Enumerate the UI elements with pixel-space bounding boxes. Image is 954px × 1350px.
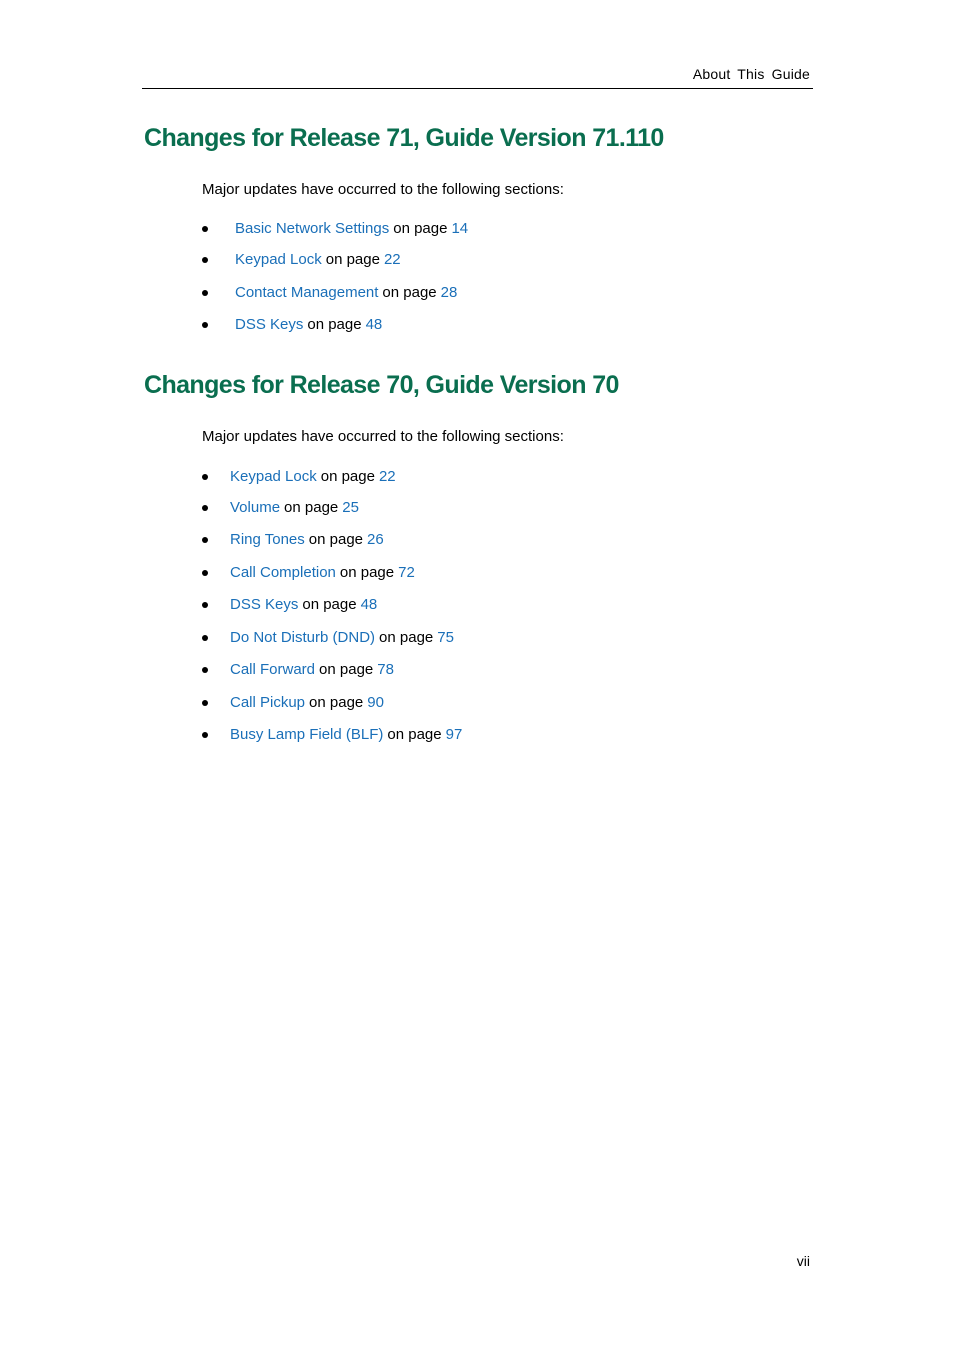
link-basic-network-settings[interactable]: Basic Network Settings	[235, 220, 390, 237]
bullet-icon	[202, 226, 208, 232]
on-page-text: on page	[319, 661, 374, 678]
header-divider	[142, 88, 813, 89]
list-item	[202, 529, 462, 550]
page-link[interactable]: 14	[451, 220, 469, 237]
page-link[interactable]: 90	[367, 694, 384, 711]
on-page-text: on page	[393, 220, 448, 237]
list-item	[202, 562, 462, 583]
link-call-forward[interactable]: Call Forward	[230, 661, 316, 678]
link-keypad-lock[interactable]: Keypad Lock	[230, 468, 317, 485]
link-contact-management[interactable]: Contact Management	[235, 284, 379, 301]
bullet-icon	[202, 257, 208, 263]
bullet-icon	[202, 290, 208, 296]
on-page-text: on page	[307, 316, 362, 333]
list-item	[202, 497, 462, 518]
list-item	[202, 314, 468, 335]
bullet-icon	[202, 667, 208, 673]
bullet-icon	[202, 732, 208, 738]
on-page-text: on page	[339, 564, 395, 581]
on-page-text: on page	[325, 251, 380, 268]
page-link[interactable]: 48	[360, 596, 378, 613]
section-intro: Major updates have occurred to the following sections:	[202, 428, 564, 445]
section-intro: Major updates have occurred to the following sections:	[202, 181, 564, 198]
bullet-icon	[202, 474, 208, 480]
link-dss-keys[interactable]: DSS Keys	[235, 316, 304, 333]
page-link[interactable]: 22	[378, 468, 396, 485]
link-keypad-lock[interactable]: Keypad Lock	[235, 251, 322, 268]
on-page-text: on page	[302, 596, 357, 613]
section-title: Changes for Release 70, Guide Version 70	[144, 371, 619, 399]
link-ring-tones[interactable]: Ring Tones	[230, 531, 305, 548]
page-link[interactable]: 78	[377, 661, 394, 678]
on-page-text: on page	[387, 726, 442, 743]
bullet-icon	[202, 700, 208, 706]
page-link[interactable]: 75	[437, 629, 454, 646]
page-link[interactable]: 97	[445, 726, 463, 743]
bullet-icon	[202, 602, 208, 608]
link-busy-lamp-field[interactable]: Busy Lamp Field (BLF)	[230, 726, 384, 743]
bullet-icon	[202, 570, 208, 576]
page-link[interactable]: 72	[398, 564, 415, 581]
on-page-text: on page	[379, 629, 434, 646]
list-item	[202, 282, 468, 303]
link-do-not-disturb[interactable]: Do Not Disturb (DND)	[230, 629, 376, 646]
page-link[interactable]: 25	[342, 499, 359, 516]
on-page-text: on page	[382, 284, 437, 301]
link-volume[interactable]: Volume	[230, 499, 281, 516]
bullet-icon	[202, 322, 208, 328]
list-item	[202, 627, 462, 648]
list-item	[202, 659, 462, 680]
bullet-icon	[202, 537, 208, 543]
list-item	[202, 724, 462, 745]
link-call-pickup[interactable]: Call Pickup	[230, 694, 306, 711]
section-title: Changes for Release 71, Guide Version 71.110	[144, 124, 664, 152]
running-header: About This Guide	[692, 66, 810, 82]
list-item	[202, 218, 468, 239]
list-item	[202, 466, 462, 487]
page-link[interactable]: 26	[367, 531, 384, 548]
link-dss-keys[interactable]: DSS Keys	[230, 596, 299, 613]
list-item	[202, 692, 462, 713]
change-list	[202, 466, 462, 745]
on-page-text: on page	[309, 694, 364, 711]
page-link[interactable]: 28	[440, 284, 458, 301]
page-link[interactable]: 48	[365, 316, 383, 333]
bullet-icon	[202, 635, 208, 641]
on-page-text: on page	[320, 468, 375, 485]
on-page-text: on page	[308, 531, 364, 548]
change-list	[202, 218, 468, 335]
link-call-completion[interactable]: Call Completion	[230, 564, 336, 581]
page-number: vii	[796, 1253, 810, 1269]
page-link[interactable]: 22	[383, 251, 401, 268]
list-item	[202, 249, 468, 270]
bullet-icon	[202, 505, 208, 511]
list-item	[202, 594, 462, 615]
on-page-text: on page	[284, 499, 339, 516]
